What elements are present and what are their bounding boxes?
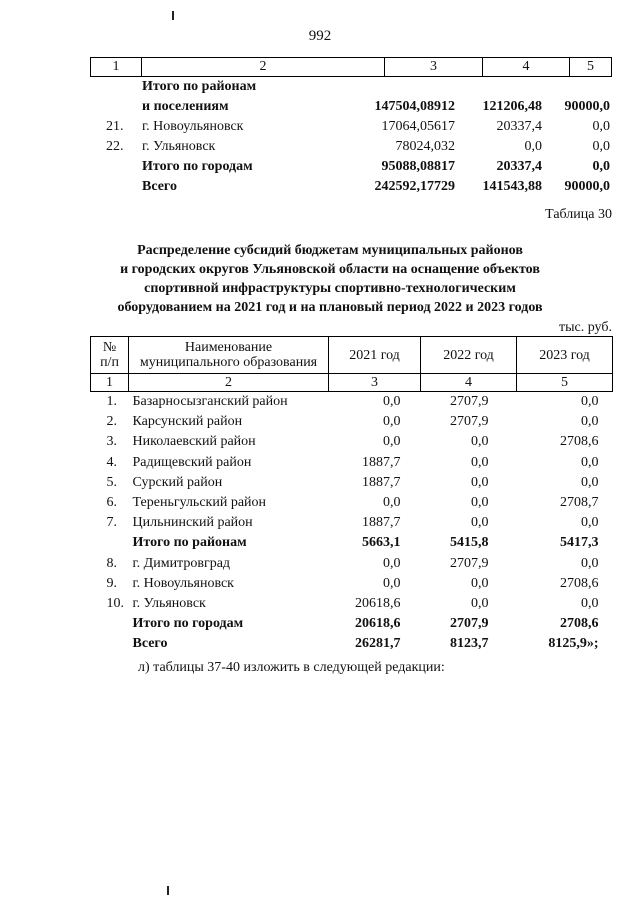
- page-number: 992: [308, 28, 332, 44]
- row-number: 21.: [106, 119, 124, 134]
- row-value-3: 78024,032: [395, 139, 455, 154]
- value-2023: 0,0: [581, 414, 599, 430]
- row-number: 4.: [106, 454, 117, 470]
- value-2022: 5415,8: [450, 535, 489, 551]
- row-number: 2.: [106, 414, 117, 430]
- table-row: [91, 392, 613, 413]
- row-value-3: 17064,05617: [381, 119, 455, 134]
- value-2023: 0,0: [581, 555, 599, 571]
- header-2022: 2022 год: [421, 337, 517, 374]
- document-title: [70, 241, 590, 317]
- table-total-row: [91, 533, 613, 553]
- header-cell: 3: [385, 58, 483, 76]
- value-2021: 0,0: [383, 575, 401, 591]
- row-value-5: 0,0: [592, 119, 610, 134]
- table-total-row: [91, 614, 613, 634]
- value-2021: 1887,7: [362, 515, 401, 531]
- table-row: [91, 412, 613, 432]
- row-value-3: 95088,08817: [381, 159, 455, 174]
- continuation-table: [90, 57, 612, 197]
- row-name: Сурский район: [132, 474, 223, 490]
- row-name: Радищевский район: [132, 454, 252, 470]
- value-2023: 5417,3: [560, 535, 599, 551]
- continuation-table-header: [90, 57, 612, 77]
- value-2021: 1887,7: [362, 454, 401, 470]
- index-cell: 5: [517, 374, 613, 392]
- header-2021: 2021 год: [329, 337, 421, 374]
- continuation-table-row: [90, 157, 612, 177]
- row-name: Итого по районам: [142, 79, 257, 94]
- row-name: г. Димитровград: [132, 555, 231, 571]
- continuation-table-row: [90, 117, 612, 137]
- header-cell: 2: [142, 58, 385, 76]
- row-name: Базарносызганский район: [132, 394, 288, 410]
- row-name: г. Новоульяновск: [132, 575, 234, 591]
- row-value-5: 0,0: [592, 159, 610, 174]
- row-value-5: 90000,0: [564, 99, 610, 114]
- row-value-4: 141543,88: [482, 179, 542, 194]
- continuation-table-row: [90, 97, 612, 117]
- row-number: [91, 634, 129, 654]
- value-2023: 2708,6: [560, 575, 599, 591]
- value-2021: 20618,6: [355, 595, 401, 611]
- header-num-line: п/п: [100, 355, 119, 370]
- value-2023: 0,0: [581, 454, 599, 470]
- row-value-4: 20337,4: [496, 119, 542, 134]
- row-value-4: 0,0: [524, 139, 542, 154]
- row-value-4: 121206,48: [482, 99, 542, 114]
- row-number: 7.: [106, 515, 117, 531]
- row-name: Николаевский район: [132, 434, 256, 450]
- row-number: 9.: [106, 575, 117, 591]
- subsidy-table-body: [91, 392, 613, 655]
- value-2023: 0,0: [581, 474, 599, 490]
- value-2021: 20618,6: [355, 616, 401, 632]
- row-value-3: 242592,17729: [374, 179, 455, 194]
- subsidy-table: [90, 336, 613, 654]
- bottom-binding-mark: [167, 886, 169, 895]
- header-name-line: Наименование: [184, 340, 273, 355]
- value-2021: 0,0: [383, 414, 401, 430]
- row-name: Всего: [132, 636, 168, 652]
- continuation-table-row: [90, 77, 612, 97]
- value-2022: 2707,9: [450, 394, 489, 410]
- table-row: [91, 554, 613, 574]
- header-num: [91, 337, 129, 374]
- index-cell: 3: [329, 374, 421, 392]
- table-row: [91, 473, 613, 493]
- row-name: и поселениям: [142, 99, 229, 114]
- header-cell: 1: [91, 58, 142, 76]
- value-2023: 0,0: [581, 394, 599, 410]
- header-name: [129, 337, 329, 374]
- value-2023: 2708,7: [560, 495, 599, 511]
- row-name: Итого по районам: [132, 535, 247, 551]
- header-cell: 4: [483, 58, 570, 76]
- units-label: тыс. руб.: [559, 320, 612, 335]
- row-name: Цильнинский район: [132, 515, 253, 531]
- title-line: Распределение субсидий бюджетам муниципальных районов: [137, 243, 523, 258]
- value-2021: 26281,7: [355, 636, 401, 652]
- footer-note: л) таблицы 37-40 изложить в следующей редакции:: [138, 660, 445, 675]
- top-binding-mark: [172, 11, 174, 20]
- value-2023: 0,0: [581, 515, 599, 531]
- value-2022: 2707,9: [450, 555, 489, 571]
- row-value-5: 0,0: [592, 139, 610, 154]
- row-number: 6.: [106, 495, 117, 511]
- table-row: [91, 594, 613, 614]
- header-num-line: №: [102, 340, 117, 355]
- title-line: спортивной инфраструктуры спортивно-технологическим: [144, 281, 516, 296]
- value-2022: 0,0: [471, 515, 489, 531]
- title-line: оборудованием на 2021 год и на плановый период 2022 и 2023 годов: [117, 300, 543, 315]
- header-cell: 5: [587, 59, 594, 74]
- index-cell: 1: [91, 374, 129, 392]
- value-2022: 0,0: [471, 454, 489, 470]
- value-2022: 2707,9: [450, 414, 489, 430]
- value-2023: 2708,6: [560, 616, 599, 632]
- row-name: Тереньгульский район: [132, 495, 267, 511]
- row-name: г. Ульяновск: [142, 139, 216, 154]
- value-2022: 0,0: [471, 495, 489, 511]
- row-name: Всего: [142, 179, 177, 194]
- row-number: 5.: [106, 474, 117, 490]
- value-2021: 0,0: [383, 394, 401, 410]
- value-2022: 0,0: [471, 575, 489, 591]
- row-number: [91, 533, 129, 553]
- table-total-row: [91, 634, 613, 654]
- row-value-4: 20337,4: [496, 159, 542, 174]
- row-name: Итого по городам: [142, 159, 253, 174]
- row-name: Карсунский район: [132, 414, 243, 430]
- row-number: 8.: [106, 555, 117, 571]
- value-2022: 0,0: [471, 474, 489, 490]
- row-number: 22.: [106, 139, 124, 154]
- value-2022: 0,0: [471, 595, 489, 611]
- value-2021: 0,0: [383, 555, 401, 571]
- header-name-line: муниципального образования: [139, 355, 318, 370]
- table-label: Таблица 30: [545, 207, 612, 222]
- title-line: и городских округов Ульяновской области на оснащение объектов: [120, 262, 540, 277]
- value-2021: 1887,7: [362, 474, 401, 490]
- row-value-5: 90000,0: [564, 179, 610, 194]
- table-row: [91, 453, 613, 473]
- row-number: 3.: [106, 434, 117, 450]
- value-2021: 0,0: [383, 495, 401, 511]
- continuation-table-row: [90, 177, 612, 197]
- row-name: Итого по городам: [132, 616, 244, 632]
- row-value-3: 147504,08912: [374, 99, 455, 114]
- value-2022: 8123,7: [450, 636, 489, 652]
- subsidy-table-index-row: [91, 374, 613, 392]
- value-2021: 0,0: [383, 434, 401, 450]
- row-number: 1.: [106, 394, 117, 410]
- row-name: г. Ульяновск: [132, 595, 206, 611]
- continuation-table-body: [90, 77, 612, 197]
- value-2023: 8125,9»;: [548, 636, 599, 652]
- continuation-table-row: [90, 137, 612, 157]
- index-cell: 4: [421, 374, 517, 392]
- table-row: [91, 513, 613, 533]
- table-row: [91, 493, 613, 513]
- value-2021: 5663,1: [362, 535, 401, 551]
- table-row: [91, 432, 613, 452]
- subsidy-table-header: [91, 337, 613, 374]
- value-2023: 0,0: [581, 595, 599, 611]
- value-2023: 2708,6: [560, 434, 599, 450]
- row-name: г. Новоульяновск: [142, 119, 244, 134]
- row-number: [91, 614, 129, 634]
- value-2022: 2707,9: [450, 616, 489, 632]
- header-2023: 2023 год: [517, 337, 613, 374]
- value-2022: 0,0: [471, 434, 489, 450]
- row-number: 10.: [106, 595, 124, 611]
- index-cell: 2: [129, 374, 329, 392]
- table-row: [91, 574, 613, 594]
